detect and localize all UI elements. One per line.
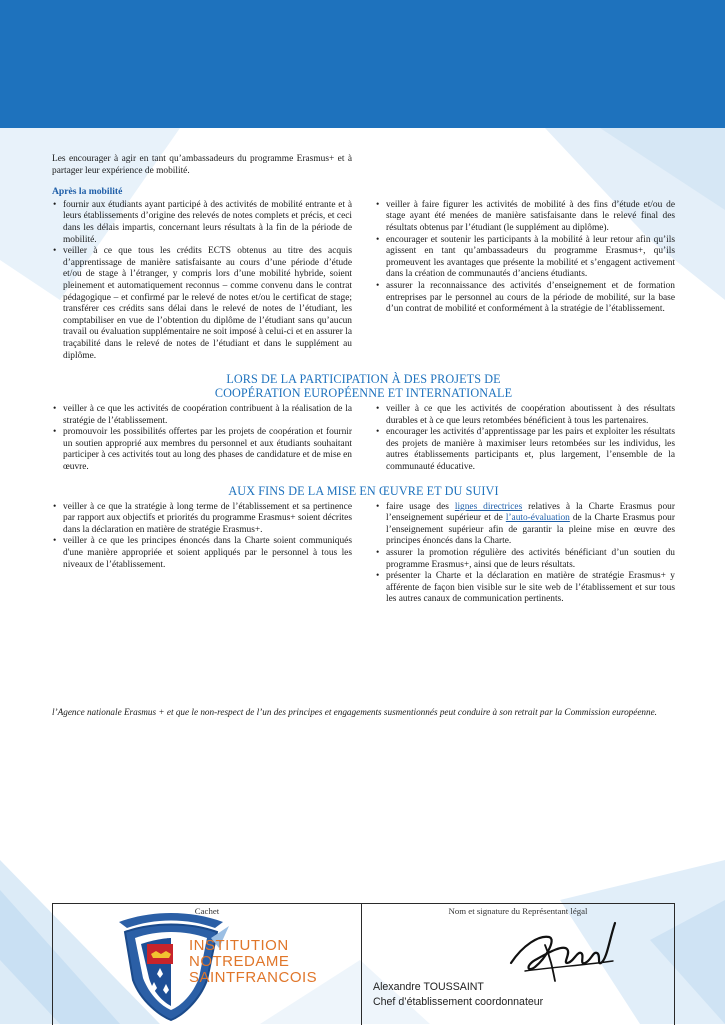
self-assessment-link[interactable]: l’auto-évaluation (505, 513, 570, 524)
list-item: • présenter la Charte et la déclaration en matière de stratégie Erasmus+ y afférente de façon bien visible sur le site web de l’établissement et sur tous les autres canaux de communication pertinents. (375, 571, 675, 606)
list-item: • veiller à ce que tous les crédits ECTS obtenus au titre des acquis d’apprentissage de manière satisfaisante au cours d’une période d’étude et/ou de stage à l’étranger, y compris lors d’une mobilité hybride, soient pleinement et automatiquement reconnus – comme convenu dans le contrat pédagogique – et confirmé par le relevé de notes et/ou le certificat de stage; transférer ces crédits sans délai dans le relevé de notes de l’étudiant, les comptabiliser en vue de l’obtention du diplôme de l’étudiant sans qu’aucun travail ou évaluation supplémentaire ne soit imposé à celui-ci et en assurer la traçabilité dans le relevé de notes de l’étudiant et dans le supplément au diplôme. (52, 246, 352, 362)
list-item: • assurer la reconnaissance des activités d’enseignement et de formation entreprises par le personnel au cours de la période de mobilité, sur la base d’un contrat de mobilité et conformément à la stratégie de l’établissement. (375, 281, 675, 316)
list-item: • assurer la promotion régulière des activités bénéficiant d’un soutien du programme Erasmus+, ainsi que de leurs résultats. (375, 548, 675, 571)
institution-line1: INSTITUTION (189, 937, 289, 954)
list-item: • fournir aux étudiants ayant participé à des activités de mobilité entrante et à leurs établissements d’origine des relevés de notes complets et précis, et ceci dans les délais impartis, concernant leurs résultats à la fin de la période de mobilité. (52, 200, 352, 246)
after-mobility-columns (52, 200, 675, 362)
after-mobility-right (375, 200, 675, 362)
list-item: • veiller à ce que les activités de coopération contribuent à la réalisation de la stratégie de l’établissement. (52, 404, 352, 427)
guidelines-link[interactable]: lignes directrices (454, 501, 523, 512)
list-item: • encourager les activités d’apprentissage par les pairs et exploiter les résultats des projets de manière à maximiser leurs retombées sur les individus, les autres établissements participants et, plus largement, l’ensemble de la communauté éducative. (375, 427, 675, 473)
intro-paragraph: Les encourager à agir en tant qu’ambassadeurs du programme Erasmus+ et à partager leur expérience de mobilité. (52, 154, 352, 176)
implementation-right (375, 502, 675, 606)
cooperation-title (52, 372, 675, 400)
after-mobility-left (52, 200, 352, 362)
footnote: l’Agence nationale Erasmus + et que le non-respect de l’un des principes et engagements susmentionnés peut conduire à son retrait par la Commission européenne. (52, 707, 657, 717)
signature-label: Nom et signature du Représentant légal (448, 906, 588, 916)
list-item: • veiller à ce que les principes énoncés dans la Charte soient communiqués d'une manière appropriée et soient appliqués par le personnel à tous les niveaux de l’établissement. (52, 536, 352, 571)
representative-title: Chef d’établissement coordonnateur (373, 996, 544, 1008)
list-item: • veiller à faire figurer les activités de mobilité à des fins d’étude et/ou de stage ayant été menées de manière satisfaisante dans le relevé final des résultats obtenus par l’étudiant (le supplément au diplôme). (375, 200, 675, 235)
charter-content (52, 154, 675, 606)
list-item: • veiller à ce que les activités de coopération aboutissent à des résultats durables et à ce que leurs retombées bénéficient à tous les partenaires. (375, 404, 675, 427)
institution-name (189, 938, 317, 986)
implementation-left (52, 502, 352, 606)
signature-block (52, 903, 675, 1025)
cachet-label: Cachet (194, 906, 220, 916)
after-mobility-heading: Après la mobilité (52, 186, 123, 198)
header-band (0, 0, 725, 128)
cooperation-title-line1: LORS DE LA PARTICIPATION À DES PROJETS DE (226, 372, 501, 387)
implementation-columns (52, 502, 675, 606)
list-item: • veiller à ce que la stratégie à long terme de l’établissement et sa pertinence par rapport aux objectifs et priorités du programme Erasmus+ soient décrites dans la déclaration en matière de stratégie Erasmus+. (52, 502, 352, 537)
footer-divider (361, 904, 362, 1025)
cooperation-left (52, 404, 352, 474)
implementation-title: AUX FINS DE LA MISE EN ŒUVRE ET DU SUIVI (228, 483, 499, 498)
representative-name: Alexandre TOUSSAINT (373, 981, 484, 993)
institution-line3: SAINTFRANCOIS (189, 969, 318, 986)
text-run: de la Charte Erasmus pour l’enseignement supérieur afin de garantir la pleine mise en œuvre des principes énoncés dans la Charte. (386, 513, 675, 547)
handwritten-signature (505, 915, 625, 985)
text-run: relatives à la Charte Erasmus pour l’enseignement supérieur et de (386, 501, 675, 524)
list-item (375, 502, 675, 548)
cooperation-columns (52, 404, 675, 474)
list-item: • encourager et soutenir les participants à la mobilité à leur retour afin qu’ils agissent en tant qu’ambassadeurs du programme Erasmus+, qu’ils promeuvent les avantages que présente la mobilité et s’engagent activement dans la création de communautés d’anciens étudiants. (375, 235, 675, 281)
cooperation-title-line2: COOPÉRATION EUROPÉENNE ET INTERNATIONALE (214, 386, 513, 401)
text-run: faire usage des (386, 501, 455, 512)
list-item: • promouvoir les possibilités offertes par les projets de coopération et fournir un soutien approprié aux membres du personnel et aux étudiants souhaitant participer à ces activités tout au long des phases de candidature et de mise en œuvre. (52, 427, 352, 473)
institution-line2: NOTREDAME (189, 953, 290, 970)
cooperation-right (375, 404, 675, 474)
